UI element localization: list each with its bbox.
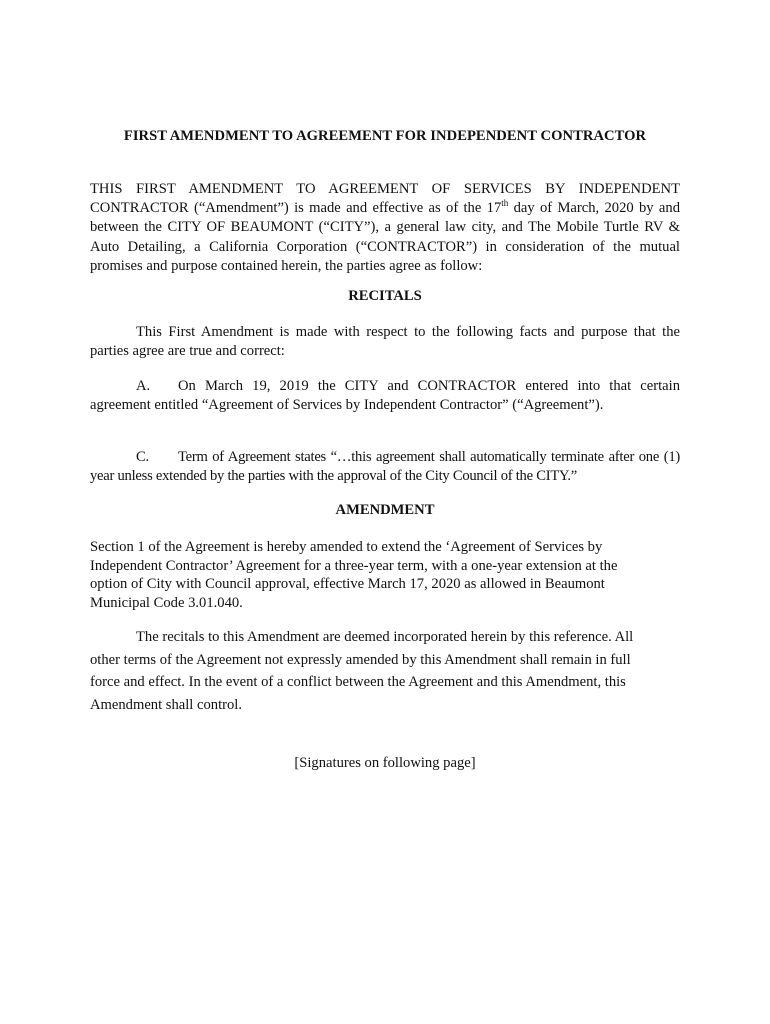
recital-c-label: C. — [136, 449, 149, 465]
intro-text-part1: THIS FIRST AMENDMENT TO AGREEMENT OF SERVICES BY INDEPENDENT CONTRACTOR (“Amendment”) is made and effective as of the 17 — [90, 181, 680, 217]
recital-a-label: A. — [136, 378, 151, 394]
incorporation-paragraph: The recitals to this Amendment are deemed incorporated herein by this reference. All other terms of the Agreement not expressly amended by this Amendment shall remain in full force and effect. In the event of a conflict between the Agreement and this Amendment, this Amendment shall control. — [90, 629, 634, 713]
intro-text-part2: day of March, 2020 by and between the CITY OF BEAUMONT (“CITY”), a general law city, and The Mobile Turtle RV & Auto Detailing, a California Corporation (“CONTRACTOR”) in consideration of the mutual promises and purpose contained herein, the parties agree as follow: — [90, 200, 680, 274]
document-page — [90, 0, 680, 1024]
section-1-paragraph: Section 1 of the Agreement is hereby amended to extend the ‘Agreement of Services by Independent Contractor’ Agreement for a three-year term, with a one-year extension at the option of City with Council approval, effective March 17, 2020 as allowed in Beaumont Municipal Code 3.01.040. — [90, 539, 618, 611]
recitals-heading: RECITALS — [348, 288, 422, 304]
recital-c-paragraph — [90, 448, 680, 486]
recital-c-text: Term of Agreement states “…this agreement shall automatically terminate after one (1) year unless extended by the parties with the approval of the City Council of the CITY.” — [90, 449, 680, 485]
recitals-intro-paragraph: This First Amendment is made with respect to the following facts and purpose that the parties agree are true and correct: — [90, 324, 680, 360]
signature-note: [Signatures on following page] — [294, 755, 476, 771]
recital-a-paragraph — [90, 377, 680, 415]
recital-a-text: On March 19, 2019 the CITY and CONTRACTOR entered into that certain agreement entitled “Agreement of Services by Independent Contractor” (“Agreement”). — [90, 378, 680, 414]
document-title: FIRST AMENDMENT TO AGREEMENT FOR INDEPENDENT CONTRACTOR — [123, 128, 647, 144]
intro-superscript: th — [501, 198, 509, 209]
amendment-heading: AMENDMENT — [335, 502, 435, 518]
intro-paragraph — [90, 180, 680, 276]
